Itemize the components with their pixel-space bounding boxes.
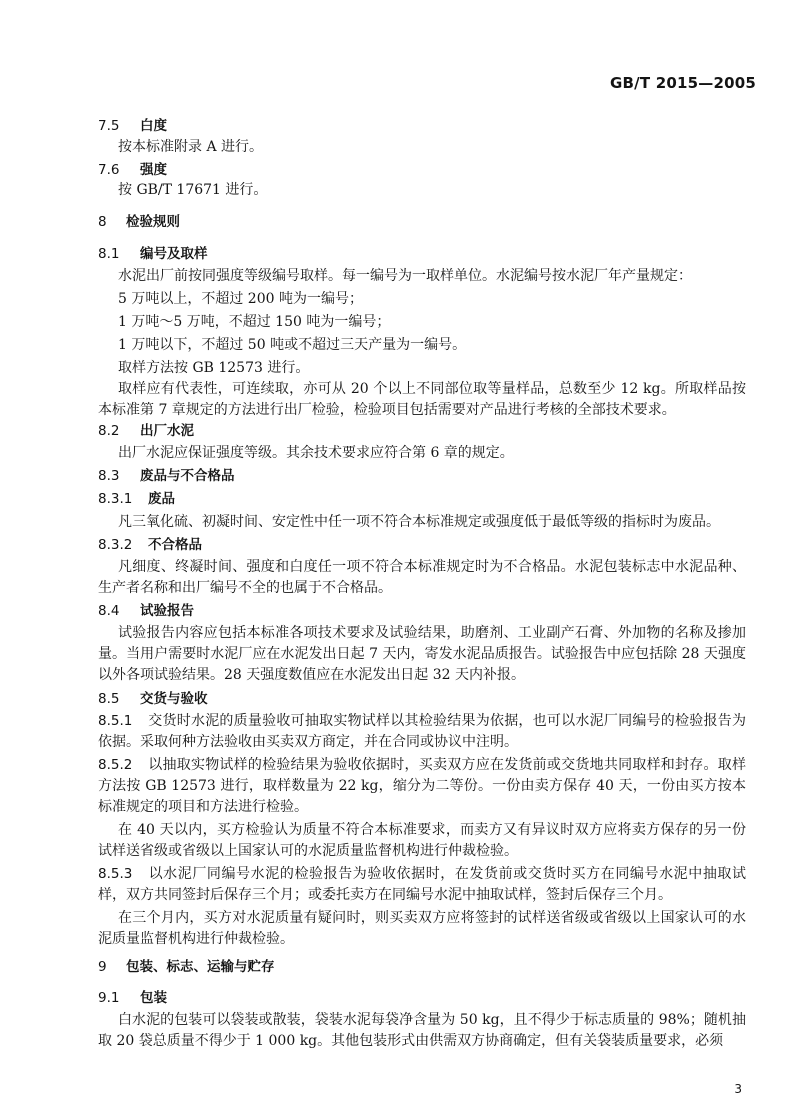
section-title: 废品	[148, 491, 175, 507]
section-8-1-heading	[98, 244, 208, 264]
section-title: 不合格品	[148, 537, 202, 553]
section-number: 8.5.3	[98, 866, 133, 882]
section-8-5-2-text	[98, 755, 746, 818]
section-8-5-2-paragraph: 在 40 天以内，买方检验认为质量不符合本标准要求，而卖方又有异议时双方应将卖方保存的另一份试样送省级或省级以上国家认可的水泥质量监督机构进行仲裁检验。	[98, 822, 746, 859]
section-number: 8.2	[98, 423, 120, 439]
section-number: 8.5.2	[98, 757, 133, 773]
section-8-5-3-paragraph: 在三个月内，买方对水泥质量有疑问时，则买卖双方应将签封的试样送省级或省级以上国家认可的水泥质量监督机构进行仲裁检验。	[98, 910, 746, 947]
section-9-1-text: 白水泥的包装可以袋装或散装，袋装水泥每袋净含量为 50 kg，且不得少于标志质量的 98%；随机抽取 20 袋总质量不得少于 1 000 kg。其他包装形式由供需双方协商确定，但有关袋装质量要求，必须	[98, 1012, 746, 1049]
section-title: 出厂水泥	[140, 423, 194, 439]
section-8-3-1-text: 凡三氧化硫、初凝时间、安定性中任一项不符合本标准规定或强度低于最低等级的指标时为废品。	[118, 514, 720, 530]
page-number: 3	[734, 1082, 742, 1096]
section-8-3-2-heading	[98, 535, 202, 555]
section-8-3-2-text: 凡细度、终凝时间、强度和白度任一项不符合本标准规定时为不合格品。水泥包装标志中水泥品种、生产者名称和出厂编号不全的也属于不合格品。	[98, 559, 746, 596]
section-number: 9.1	[98, 990, 120, 1006]
section-number: 8.4	[98, 603, 120, 619]
chapter-title: 检验规则	[126, 214, 180, 230]
section-8-1-line: 水泥出厂前按同强度等级编号取样。每一编号为一取样单位。水泥编号按水泥厂年产量规定：	[118, 268, 692, 284]
section-number: 8.1	[98, 246, 120, 262]
section-8-5-heading	[98, 689, 208, 709]
section-8-3-heading	[98, 466, 235, 486]
chapter-number: 8	[98, 214, 107, 230]
section-8-4-heading	[98, 601, 194, 621]
section-8-1-line: 1 万吨以下，不超过 50 吨或不超过三天产量为一编号。	[118, 337, 467, 353]
clause-text: 交货时水泥的质量验收可抽取实物试样以其检验结果为依据，也可以水泥厂同编号的检验报告为依据。采取何种方法验收由买卖双方商定，并在合同或协议中注明。	[98, 713, 746, 750]
section-title: 试验报告	[140, 603, 194, 619]
section-8-2-heading	[98, 421, 194, 441]
section-title: 强度	[140, 162, 167, 178]
section-number: 8.3	[98, 468, 120, 484]
section-title: 白度	[140, 118, 167, 134]
section-number: 7.5	[98, 118, 120, 134]
section-number: 8.3.1	[98, 491, 133, 507]
section-8-1-paragraph: 取样应有代表性，可连续取，亦可从 20 个以上不同部位取等量样品，总数至少 12 kg。所取样品按本标准第 7 章规定的方法进行出厂检验，检验项目包括需要对产品进行考核的全部技术要求。	[98, 381, 746, 418]
clause-text: 以抽取实物试样的检验结果为验收依据时，买卖双方应在发货前或交货地共同取样和封存。取样方法按 GB 12573 进行，取样数量为 22 kg，缩分为二等份。一份由卖方保存 40 天，一份由买方按本标准规定的项目和方法进行检验。	[98, 757, 746, 815]
section-8-4-text: 试验报告内容应包括本标准各项技术要求及试验结果，助磨剂、工业副产石膏、外加物的名称及掺加量。当用户需要时水泥厂应在水泥发出日起 7 天内，寄发水泥品质报告。试验报告中应包括除 28 天强度以外各项试验结果。28 天强度数值应在水泥发出日起 32 天内补报。	[98, 625, 746, 683]
clause-text: 以水泥厂同编号水泥的检验报告为验收依据时，在发货前或交货时买方在同编号水泥中抽取试样，双方共同签封后保存三个月；或委托卖方在同编号水泥中抽取试样，签封后保存三个月。	[98, 866, 746, 903]
section-8-2-text: 出厂水泥应保证强度等级。其余技术要求应符合第 6 章的规定。	[118, 445, 514, 461]
section-number: 8.5.1	[98, 713, 133, 729]
chapter-title: 包装、标志、运输与贮存	[126, 959, 275, 975]
section-7-6-text: 按 GB/T 17671 进行。	[118, 182, 268, 198]
section-title: 包装	[140, 990, 167, 1006]
section-8-5-3-text	[98, 864, 746, 906]
section-8-5-1-text	[98, 711, 746, 753]
section-7-5-text: 按本标准附录 A 进行。	[118, 139, 264, 155]
section-7-6-heading	[98, 160, 167, 180]
section-number: 8.5	[98, 691, 120, 707]
section-8-1-line: 1 万吨～5 万吨，不超过 150 吨为一编号；	[118, 314, 391, 330]
section-8-3-1-heading	[98, 489, 175, 509]
section-9-1-heading	[98, 988, 167, 1008]
section-number: 7.6	[98, 162, 120, 178]
section-title: 废品与不合格品	[140, 468, 235, 484]
document-code-header: GB/T 2015—2005	[610, 74, 756, 92]
chapter-9-heading	[98, 957, 275, 977]
section-title: 编号及取样	[140, 246, 208, 262]
section-8-1-line: 5 万吨以上，不超过 200 吨为一编号；	[118, 291, 363, 307]
chapter-number: 9	[98, 959, 107, 975]
section-number: 8.3.2	[98, 537, 133, 553]
section-title: 交货与验收	[140, 691, 208, 707]
chapter-8-heading	[98, 212, 180, 232]
section-7-5-heading	[98, 116, 167, 136]
section-8-1-line: 取样方法按 GB 12573 进行。	[118, 360, 310, 376]
